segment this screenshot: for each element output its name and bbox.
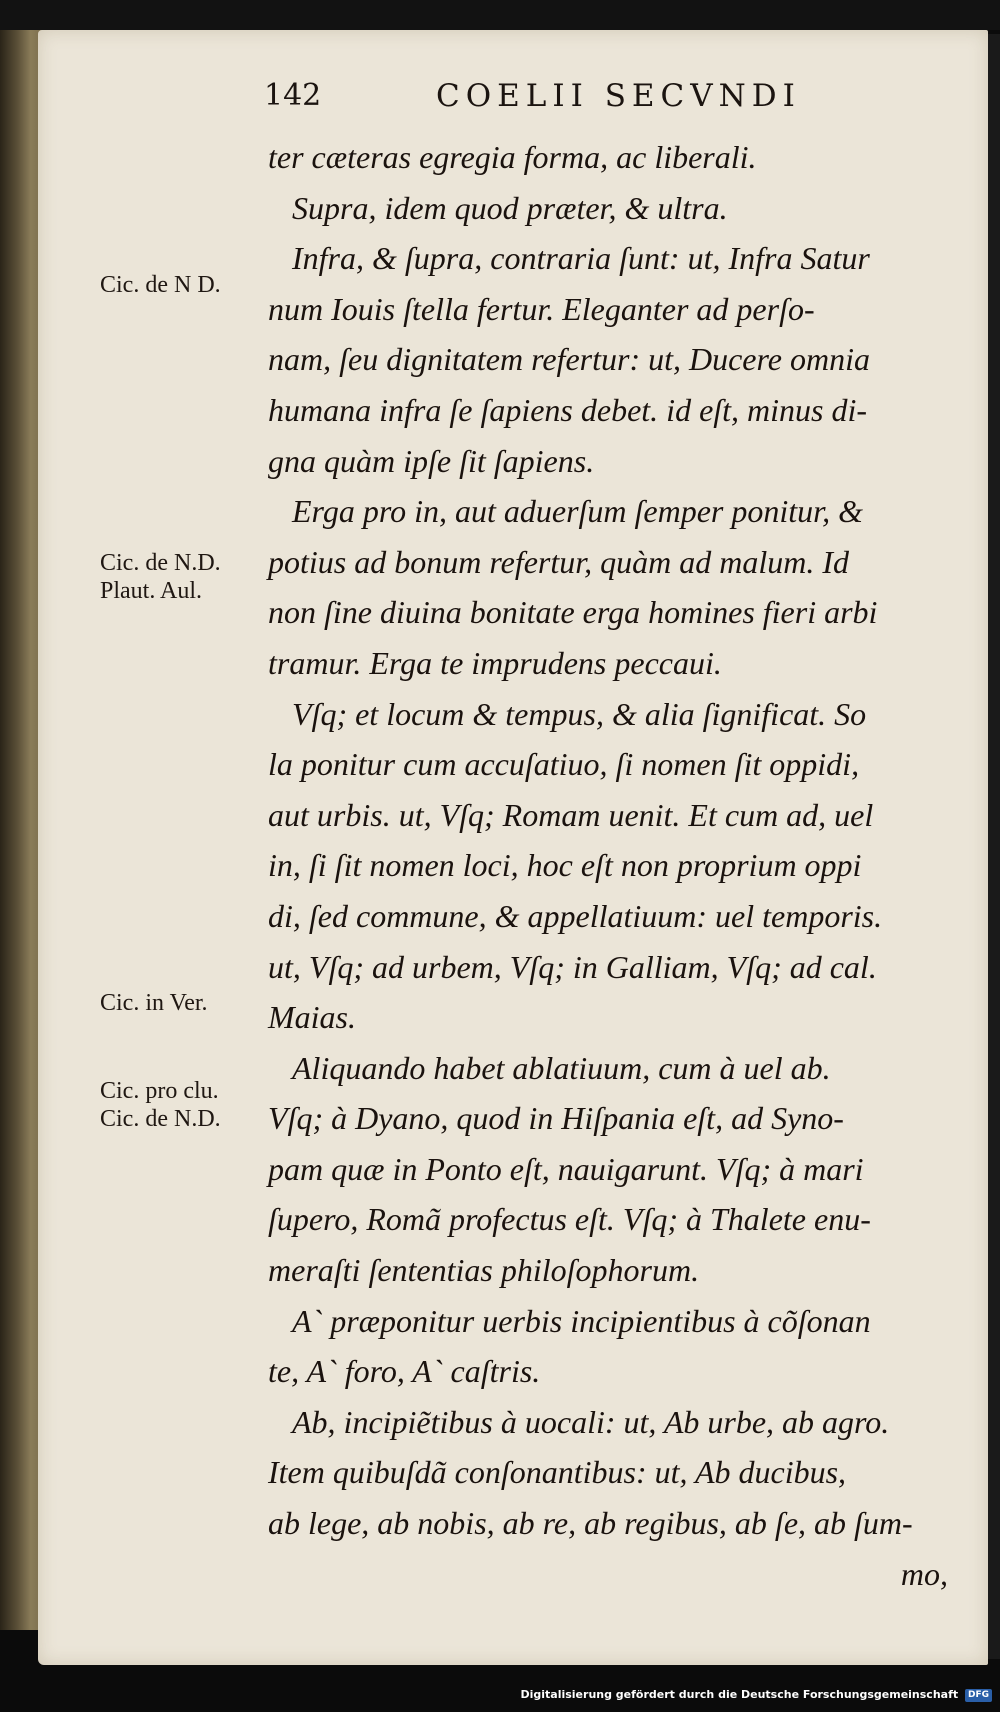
margin-note: Cic. in Ver.: [100, 990, 208, 1016]
text-line: Supra, idem quod præter, & ultra.: [292, 189, 728, 226]
margin-note: Cic. de N D.: [100, 272, 221, 298]
text-line: meraſti ſententias philoſophorum.: [268, 1252, 700, 1289]
text-line: te, A` foro, A` caſtris.: [268, 1353, 541, 1390]
digitization-credit: [520, 1688, 992, 1702]
text-line: ter cæteras egregia forma, ac liberali.: [268, 139, 757, 175]
text-line: mo,: [900, 1555, 948, 1592]
text-line: ut, Vſq; ad urbem, Vſq; in Galliam, Vſq; ad cal.: [268, 948, 877, 985]
text-line: Infra, & ſupra, contraria ſunt: ut, Infra Satur: [292, 240, 870, 277]
running-head: COELII SECVNDI: [436, 78, 801, 114]
text-line: num Iouis ſtella fertur. Eleganter ad perſo-: [268, 290, 815, 327]
text-line: Item quibuſdã conſonantibus: ut, Ab ducibus,: [268, 1454, 847, 1491]
text-line: pam quæ in Ponto eſt, nauigarunt. Vſq; à mari: [268, 1150, 864, 1187]
margin-note: Plaut. Aul.: [100, 578, 203, 604]
text-line: ab lege, ab nobis, ab re, ab regibus, ab ſe, ab ſum-: [268, 1505, 913, 1542]
text-line: gna quàm ipſe ſit ſapiens.: [268, 442, 595, 479]
dfg-logo-icon: DFG: [965, 1689, 992, 1702]
page-header: [260, 72, 830, 122]
text-line: Maias.: [268, 999, 356, 1036]
text-line: A` præponitur uerbis incipientibus à cõſonan: [292, 1302, 871, 1339]
text-line: humana infra ſe ſapiens debet. id eſt, minus di-: [268, 391, 868, 428]
text-line: Vſq; et locum & tempus, & alia ſignificat. So: [292, 695, 867, 732]
text-line: potius ad bonum refertur, quàm ad malum. Id: [268, 543, 850, 580]
text-line: tramur. Erga te imprudens peccaui.: [268, 644, 722, 681]
margin-note: Cic. de N.D.: [100, 1106, 221, 1132]
text-line: Vſq; à Dyano, quod in Hiſpania eſt, ad Syno-: [268, 1100, 844, 1137]
text-line: in, ſi ſit nomen loci, hoc eſt non proprium oppi: [268, 847, 862, 884]
page-edge: [988, 34, 1000, 1659]
text-line: Ab, incipiẽtibus à uocali: ut, Ab urbe, ab agro.: [292, 1403, 890, 1440]
credit-text: Digitalisierung gefördert durch die Deutsche Forschungsgemeinschaft: [520, 1688, 959, 1701]
text-line: Aliquando habet ablatiuum, cum à uel ab.: [292, 1049, 831, 1086]
text-line: di, ſed commune, & appellatiuum: uel temporis.: [268, 897, 883, 934]
text-line: Erga pro in, aut aduerſum ſemper ponitur, &: [292, 493, 863, 530]
margin-note: Cic. de N.D.: [100, 550, 221, 576]
page-number: 142: [264, 78, 322, 113]
margin-note: Cic. pro clu.: [100, 1078, 219, 1104]
text-line: ſupero, Romã profectus eſt. Vſq; à Thalete enu-: [268, 1201, 871, 1238]
scan-top-border: [0, 0, 1000, 30]
body-text: [268, 132, 958, 1599]
text-line: nam, ſeu dignitatem refertur: ut, Ducere omnia: [268, 341, 870, 378]
text-line: la ponitur cum accuſatiuo, ſi nomen ſit oppidi,: [268, 746, 860, 783]
text-line: non ſine diuina bonitate erga homines fieri arbi: [268, 594, 878, 631]
text-line: aut urbis. ut, Vſq; Romam uenit. Et cum ad, uel: [268, 796, 874, 833]
